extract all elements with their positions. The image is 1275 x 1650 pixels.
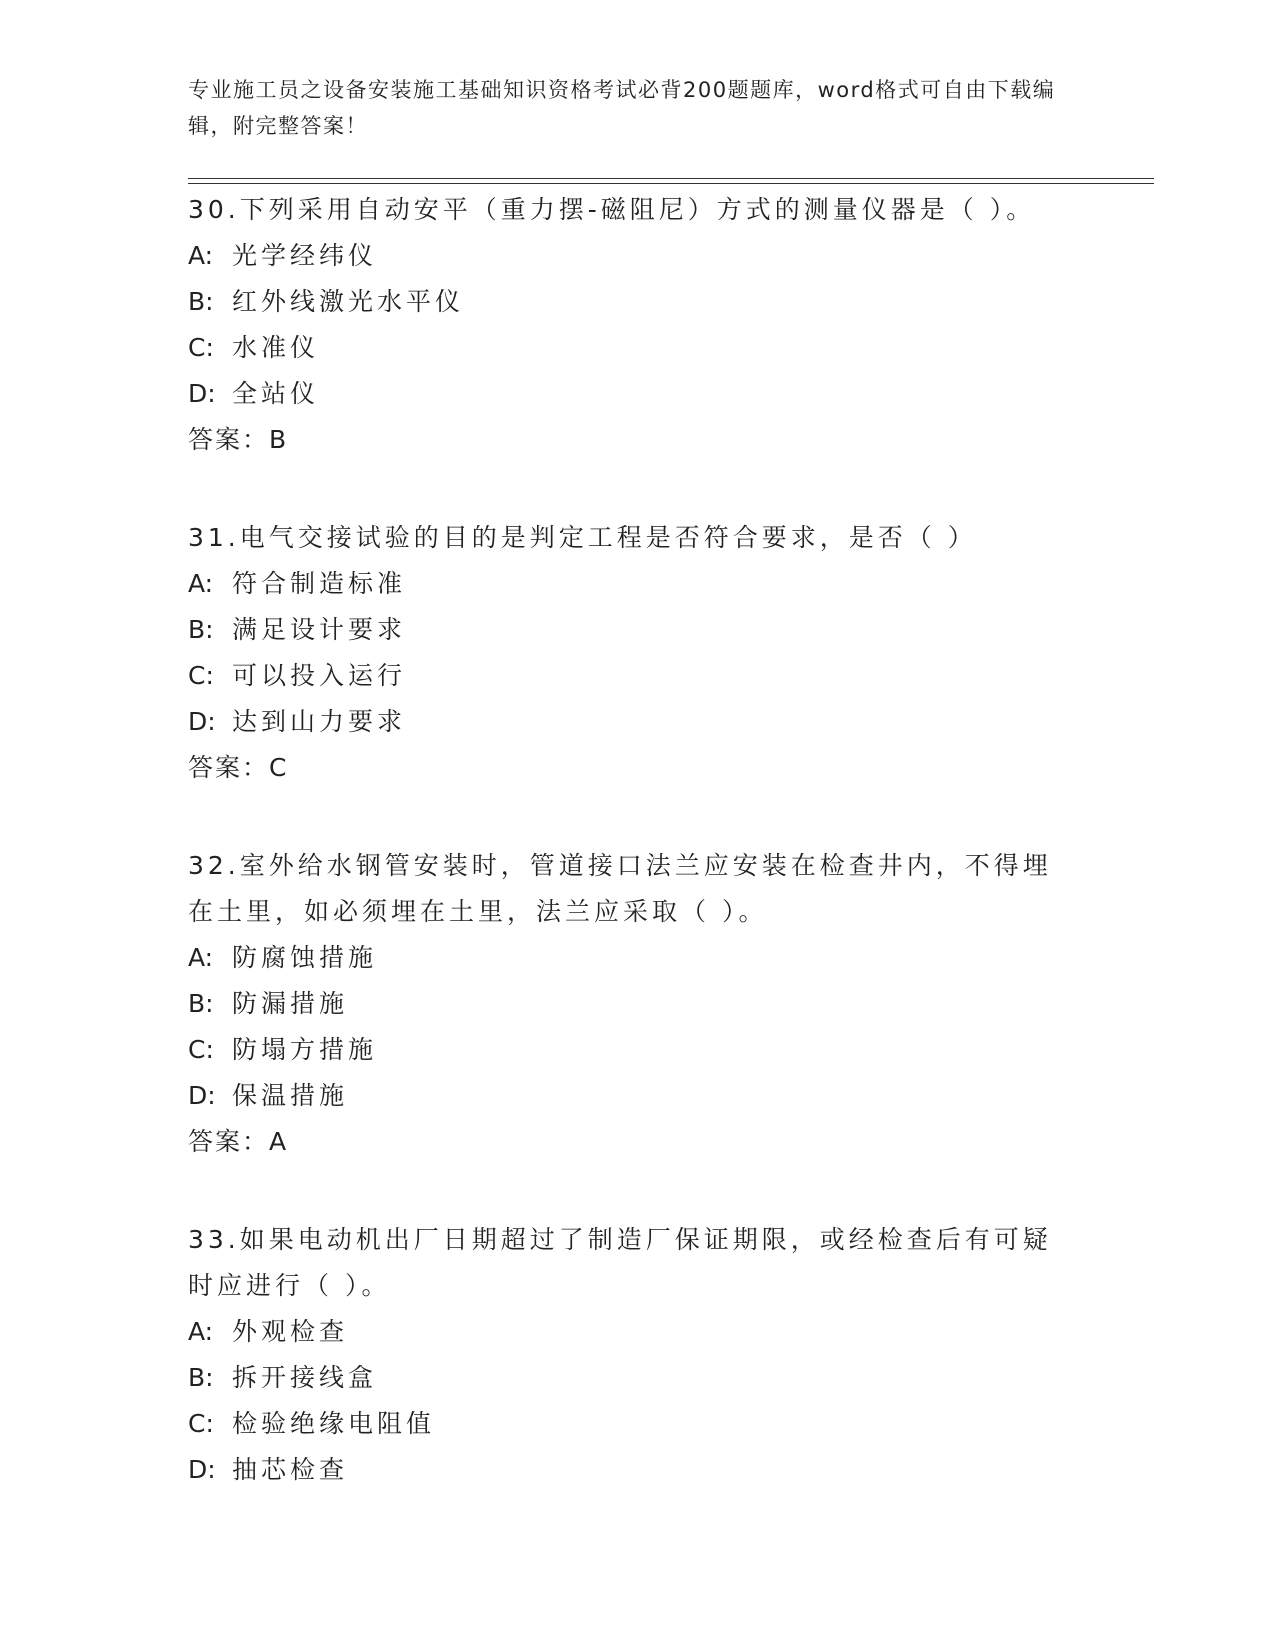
option-b <box>188 607 1088 653</box>
answer-value: A <box>269 1127 289 1156</box>
answer-prefix: 答案： <box>188 1127 270 1156</box>
answer-value: C <box>269 753 289 782</box>
option-label: C: <box>188 333 214 362</box>
question-33 <box>188 1217 1088 1493</box>
question-30 <box>188 187 1088 463</box>
option-text: 外观检查 <box>232 1317 349 1346</box>
option-text: 抽芯检查 <box>232 1455 349 1484</box>
header-rule-top <box>188 178 1154 179</box>
option-text: 全站仪 <box>232 379 320 408</box>
option-text: 水准仪 <box>232 333 320 362</box>
option-label: B: <box>188 1363 214 1392</box>
option-b <box>188 981 1088 1027</box>
option-text: 保温措施 <box>232 1081 349 1110</box>
answer-line <box>188 745 1088 791</box>
option-label: A: <box>188 241 214 270</box>
option-label: D: <box>188 1081 216 1110</box>
option-label: B: <box>188 615 214 644</box>
option-label: C: <box>188 1409 214 1438</box>
question-stem: 31.电气交接试验的目的是判定工程是否符合要求，是否（ ） <box>188 523 977 552</box>
option-label: B: <box>188 989 214 1018</box>
question-stem: 32.室外给水钢管安装时，管道接口法兰应安装在检查井内，不得埋在土里，如必须埋在土里，法兰应采取（ ）。 <box>188 851 1052 926</box>
option-c <box>188 1027 1088 1073</box>
answer-line <box>188 1119 1088 1165</box>
option-label: A: <box>188 943 214 972</box>
option-c <box>188 653 1088 699</box>
option-label: C: <box>188 1035 214 1064</box>
question-stem: 30.下列采用自动安平（重力摆-磁阻尼）方式的测量仪器是（ ）。 <box>188 195 1036 224</box>
header-rule-bottom <box>188 183 1154 184</box>
option-text: 拆开接线盒 <box>232 1363 378 1392</box>
option-text: 符合制造标准 <box>232 569 407 598</box>
option-a <box>188 935 1088 981</box>
question-32 <box>188 843 1088 1165</box>
option-d <box>188 371 1088 417</box>
option-label: D: <box>188 379 216 408</box>
question-31 <box>188 515 1088 791</box>
option-a <box>188 233 1088 279</box>
option-text: 防塌方措施 <box>232 1035 378 1064</box>
option-text: 防腐蚀措施 <box>232 943 378 972</box>
answer-prefix: 答案： <box>188 753 270 782</box>
option-d <box>188 699 1088 745</box>
option-text: 红外线激光水平仪 <box>232 287 465 316</box>
option-a <box>188 1309 1088 1355</box>
question-stem: 33.如果电动机出厂日期超过了制造厂保证期限，或经检查后有可疑时应进行（ ）。 <box>188 1225 1052 1300</box>
option-b <box>188 1355 1088 1401</box>
option-text: 光学经纬仪 <box>232 241 378 270</box>
option-text: 达到山力要求 <box>232 707 407 736</box>
option-text: 满足设计要求 <box>232 615 407 644</box>
option-label: D: <box>188 707 216 736</box>
document-header: 专业施工员之设备安装施工基础知识资格考试必背200题题库，word格式可自由下载编辑，附完整答案！ <box>188 78 1056 138</box>
option-b <box>188 279 1088 325</box>
option-d <box>188 1447 1088 1493</box>
option-label: A: <box>188 1317 214 1346</box>
option-a <box>188 561 1088 607</box>
question-list <box>188 187 1088 1545</box>
option-d <box>188 1073 1088 1119</box>
answer-line <box>188 417 1088 463</box>
option-text: 可以投入运行 <box>232 661 407 690</box>
option-text: 防漏措施 <box>232 989 349 1018</box>
option-text: 检验绝缘电阻值 <box>232 1409 436 1438</box>
option-label: B: <box>188 287 214 316</box>
option-label: C: <box>188 661 214 690</box>
option-c <box>188 1401 1088 1447</box>
option-c <box>188 325 1088 371</box>
option-label: A: <box>188 569 214 598</box>
option-label: D: <box>188 1455 216 1484</box>
answer-prefix: 答案： <box>188 425 270 454</box>
answer-value: B <box>269 425 289 454</box>
